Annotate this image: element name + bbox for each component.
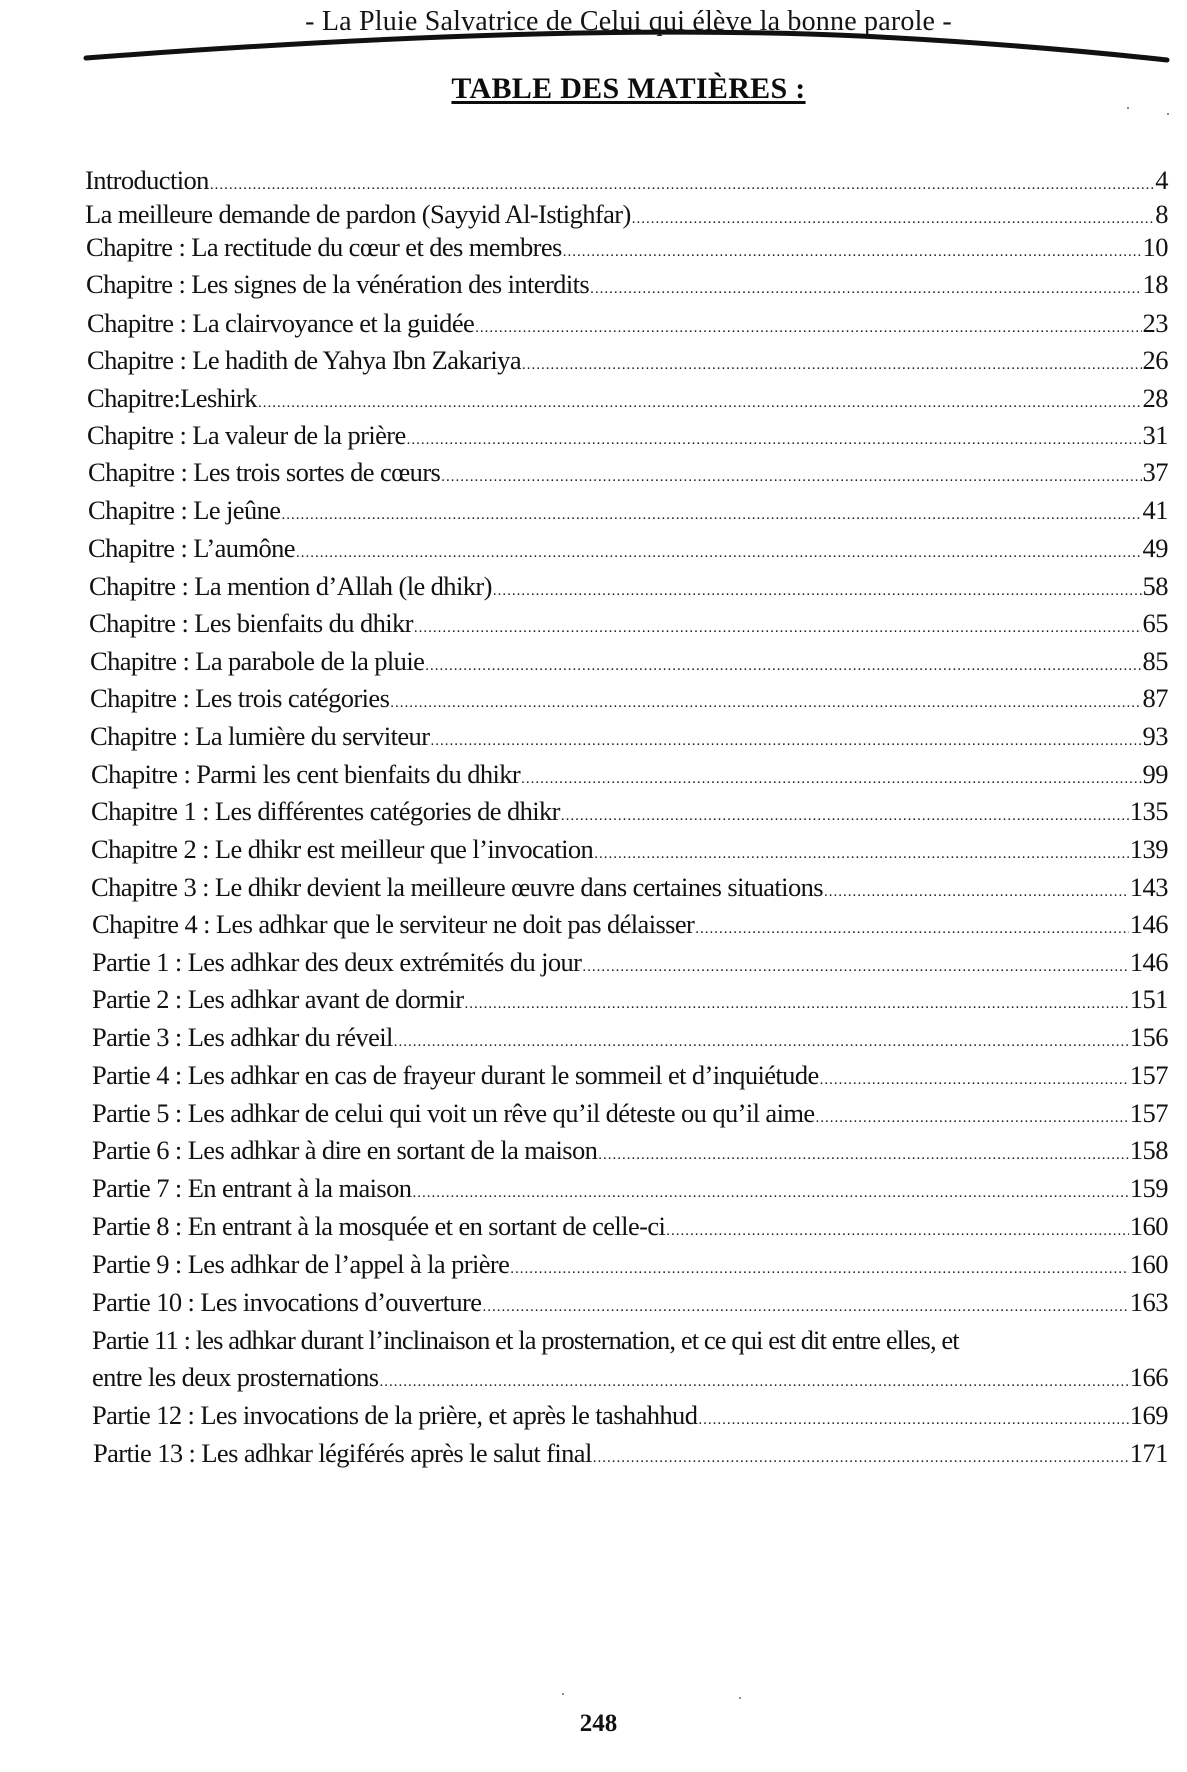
- toc-entry: [92, 1247, 1168, 1281]
- toc-entry-label: Partie 9 : Les adhkar de l’appel à la prière: [92, 1249, 510, 1279]
- toc-entry: [85, 163, 1168, 197]
- toc-entry: [92, 1096, 1168, 1130]
- dot-leader: [425, 649, 1141, 683]
- toc-entry: [91, 870, 1168, 904]
- toc-entry-page: 151: [1129, 984, 1168, 1014]
- toc-entry-page: 160: [1129, 1249, 1168, 1279]
- toc-entry-label: Chapitre:Leshirk: [87, 383, 257, 413]
- toc-entry: [88, 493, 1168, 527]
- dot-leader: [593, 1441, 1129, 1475]
- toc-entry-page: 93: [1142, 721, 1168, 751]
- toc-entry-page: 160: [1129, 1211, 1168, 1241]
- toc-entry-label: Chapitre : Le hadith de Yahya Ibn Zakariya: [87, 345, 521, 375]
- page-number: 248: [579, 1710, 618, 1737]
- toc-entry-page: 26: [1142, 345, 1168, 375]
- toc-entry: [88, 531, 1168, 565]
- dot-leader: [407, 423, 1142, 457]
- toc-entry-label: Chapitre : La clairvoyance et la guidée: [87, 308, 475, 338]
- toc-entry: [87, 381, 1168, 415]
- toc-entry-page: 169: [1129, 1400, 1168, 1430]
- toc-entry-label: Chapitre : La rectitude du cœur et des membres: [86, 232, 562, 262]
- toc-entry-page: 146: [1129, 909, 1168, 939]
- toc-entry-page: 8: [1155, 199, 1168, 229]
- toc-entry: [92, 1020, 1168, 1054]
- toc-entry: [92, 945, 1168, 979]
- dot-leader: [563, 235, 1142, 269]
- toc-entry-label: Partie 1 : Les adhkar des deux extrémités du jour: [92, 947, 582, 977]
- dot-leader: [493, 574, 1142, 608]
- toc-entry: [91, 832, 1168, 866]
- dot-leader: [598, 1138, 1129, 1172]
- toc-entry-label: Chapitre : Les bienfaits du dhikr: [89, 608, 413, 638]
- toc-entry-page: 157: [1129, 1060, 1168, 1090]
- dot-leader: [824, 875, 1129, 909]
- scan-speck: [739, 1697, 741, 1699]
- dot-leader: [475, 311, 1141, 345]
- toc-entry-label: Chapitre : La valeur de la prière: [87, 420, 406, 450]
- toc-entry-label: Chapitre : La lumière du serviteur: [90, 721, 430, 751]
- toc-entry-label: Chapitre 3 : Le dhikr devient la meilleure œuvre dans certaines situations: [91, 872, 823, 902]
- dot-leader: [695, 912, 1128, 946]
- toc-entry-label: Introduction: [85, 165, 209, 195]
- toc-entry-label: Partie 13 : Les adhkar légiférés après le salut final: [93, 1438, 592, 1468]
- toc-title: TABLE DES MATIÈRES :: [451, 72, 806, 105]
- toc-entry-page: 139: [1129, 834, 1168, 864]
- dot-leader: [430, 724, 1141, 758]
- dot-leader: [590, 272, 1141, 306]
- toc-entry: [92, 1398, 1168, 1432]
- toc-entry: [86, 267, 1168, 301]
- toc-entry-label: Partie 8 : En entrant à la mosquée et en sortant de celle-ci: [92, 1211, 666, 1241]
- toc-entry-label: Partie 4 : Les adhkar en cas de frayeur durant le sommeil et d’inquiétude: [92, 1060, 819, 1090]
- toc-entry-page: 163: [1129, 1287, 1168, 1317]
- toc-entry: [91, 794, 1168, 828]
- toc-entry-page: 58: [1142, 571, 1168, 601]
- toc-entry-label: Partie 7 : En entrant à la maison: [92, 1173, 412, 1203]
- toc-entry-page: 156: [1129, 1022, 1168, 1052]
- toc-entry: [87, 418, 1168, 452]
- toc-entry: [90, 719, 1168, 753]
- toc-entry-label: Chapitre : La mention d’Allah (le dhikr): [89, 571, 492, 601]
- dot-leader: [412, 1176, 1128, 1210]
- toc-entry-label: Chapitre : Les trois sortes de cœurs: [88, 457, 441, 487]
- toc-entry: [92, 1285, 1168, 1319]
- toc-entry-page: 159: [1129, 1173, 1168, 1203]
- toc-entry: [87, 343, 1168, 377]
- toc-entry-page: 10: [1142, 232, 1168, 262]
- toc-entry-label: Chapitre : Parmi les cent bienfaits du dhikr: [91, 759, 521, 789]
- toc-entry: [89, 606, 1168, 640]
- toc-entry-page: 171: [1129, 1438, 1168, 1468]
- toc-entry: [90, 644, 1168, 678]
- toc-entry: [91, 757, 1168, 791]
- toc-entry: [88, 455, 1168, 489]
- scan-speck: [1127, 107, 1129, 109]
- toc-entry: [90, 681, 1168, 715]
- dot-leader: [510, 1252, 1128, 1286]
- toc-entry-page: 157: [1129, 1098, 1168, 1128]
- toc-entry-label: Chapitre : Le jeûne: [88, 495, 281, 525]
- toc-entry-label: Partie 10 : Les invocations d’ouverture: [92, 1287, 482, 1317]
- toc-entry-page: 85: [1142, 646, 1168, 676]
- dot-leader: [820, 1063, 1129, 1097]
- toc-entry-page: 31: [1142, 420, 1168, 450]
- toc-entry-label: Partie 2 : Les adhkar avant de dormir: [92, 984, 464, 1014]
- toc-entry-page: 143: [1129, 872, 1168, 902]
- toc-entry-label: Chapitre 1 : Les différentes catégories de dhikr: [91, 796, 560, 826]
- toc-entry-page: 99: [1142, 759, 1168, 789]
- dot-leader: [394, 1025, 1129, 1059]
- dot-leader: [390, 686, 1141, 720]
- toc-entry: [87, 306, 1168, 340]
- dot-leader: [296, 536, 1142, 570]
- toc-entry-page: 65: [1142, 608, 1168, 638]
- toc-entry: [92, 1058, 1168, 1092]
- dot-leader: [414, 611, 1142, 645]
- toc-entry-page: 37: [1142, 457, 1168, 487]
- toc-entry: [92, 1133, 1168, 1167]
- toc-entry-page: 23: [1142, 308, 1168, 338]
- toc-entry: [89, 569, 1168, 603]
- toc-entry-label: Chapitre : L’aumône: [88, 533, 295, 563]
- toc-entry-label: Partie 12 : Les invocations de la prière, et après le tashahhud: [92, 1400, 698, 1430]
- toc-entry-label: La meilleure demande de pardon (Sayyid Al-Istighfar): [85, 199, 631, 229]
- toc-entry-page: 28: [1142, 383, 1168, 413]
- toc-entry: [92, 1323, 1168, 1357]
- toc-entry: [92, 982, 1168, 1016]
- toc-entry-page: 87: [1142, 683, 1168, 713]
- running-header: - La Pluie Salvatrice de Celui qui élève la bonne parole -: [305, 6, 952, 37]
- dot-leader: [666, 1214, 1128, 1248]
- toc-entry-label: Partie 11 : les adhkar durant l’inclinaison et la prosternation, et ce qui est dit entre elles, et: [92, 1325, 959, 1355]
- dot-leader: [258, 386, 1142, 420]
- dot-leader: [594, 837, 1129, 871]
- toc-entry-label: Partie 5 : Les adhkar de celui qui voit un rêve qu’il déteste ou qu’il aime: [92, 1098, 815, 1128]
- toc-entry: [92, 1171, 1168, 1205]
- dot-leader: [281, 498, 1141, 532]
- toc-entry-label: Chapitre : La parabole de la pluie: [90, 646, 425, 676]
- toc-entry-page: 146: [1129, 947, 1168, 977]
- toc-entry-page: 158: [1129, 1135, 1168, 1165]
- toc-entry: [92, 907, 1168, 941]
- dot-leader: [522, 348, 1142, 382]
- dot-leader: [561, 799, 1129, 833]
- toc-entry-page: 49: [1142, 533, 1168, 563]
- toc-entry: [93, 1436, 1168, 1470]
- toc-entry-label: Partie 6 : Les adhkar à dire en sortant de la maison: [92, 1135, 598, 1165]
- dot-leader: [482, 1290, 1128, 1324]
- toc-entry-page: 166: [1129, 1362, 1168, 1392]
- dot-leader: [380, 1365, 1129, 1399]
- toc-entry-page: 41: [1142, 495, 1168, 525]
- dot-leader: [816, 1101, 1129, 1135]
- dot-leader: [582, 950, 1128, 984]
- dot-leader: [464, 987, 1128, 1021]
- toc-entry-page: 135: [1129, 796, 1168, 826]
- toc-entry-label: Chapitre : Les trois catégories: [90, 683, 390, 713]
- scan-speck: [562, 1693, 564, 1695]
- toc-entry-label: entre les deux prosternations: [92, 1362, 379, 1392]
- dot-leader: [698, 1403, 1128, 1437]
- toc-entry: [86, 230, 1168, 264]
- toc-entry-label: Chapitre : Les signes de la vénération des interdits: [86, 269, 590, 299]
- toc-entry-page: 18: [1142, 269, 1168, 299]
- scan-speck: [1167, 113, 1169, 115]
- toc-entry: [85, 197, 1168, 231]
- toc-entry: [92, 1360, 1168, 1394]
- dot-leader: [521, 762, 1141, 796]
- toc-entry: [92, 1209, 1168, 1243]
- toc-entry-label: Partie 3 : Les adhkar du réveil: [92, 1022, 393, 1052]
- dot-leader: [441, 460, 1141, 494]
- toc-entry-label: Chapitre 2 : Le dhikr est meilleur que l’invocation: [91, 834, 594, 864]
- toc-entry-label: Chapitre 4 : Les adhkar que le serviteur ne doit pas délaisser: [92, 909, 695, 939]
- toc-entry-page: 4: [1155, 165, 1168, 195]
